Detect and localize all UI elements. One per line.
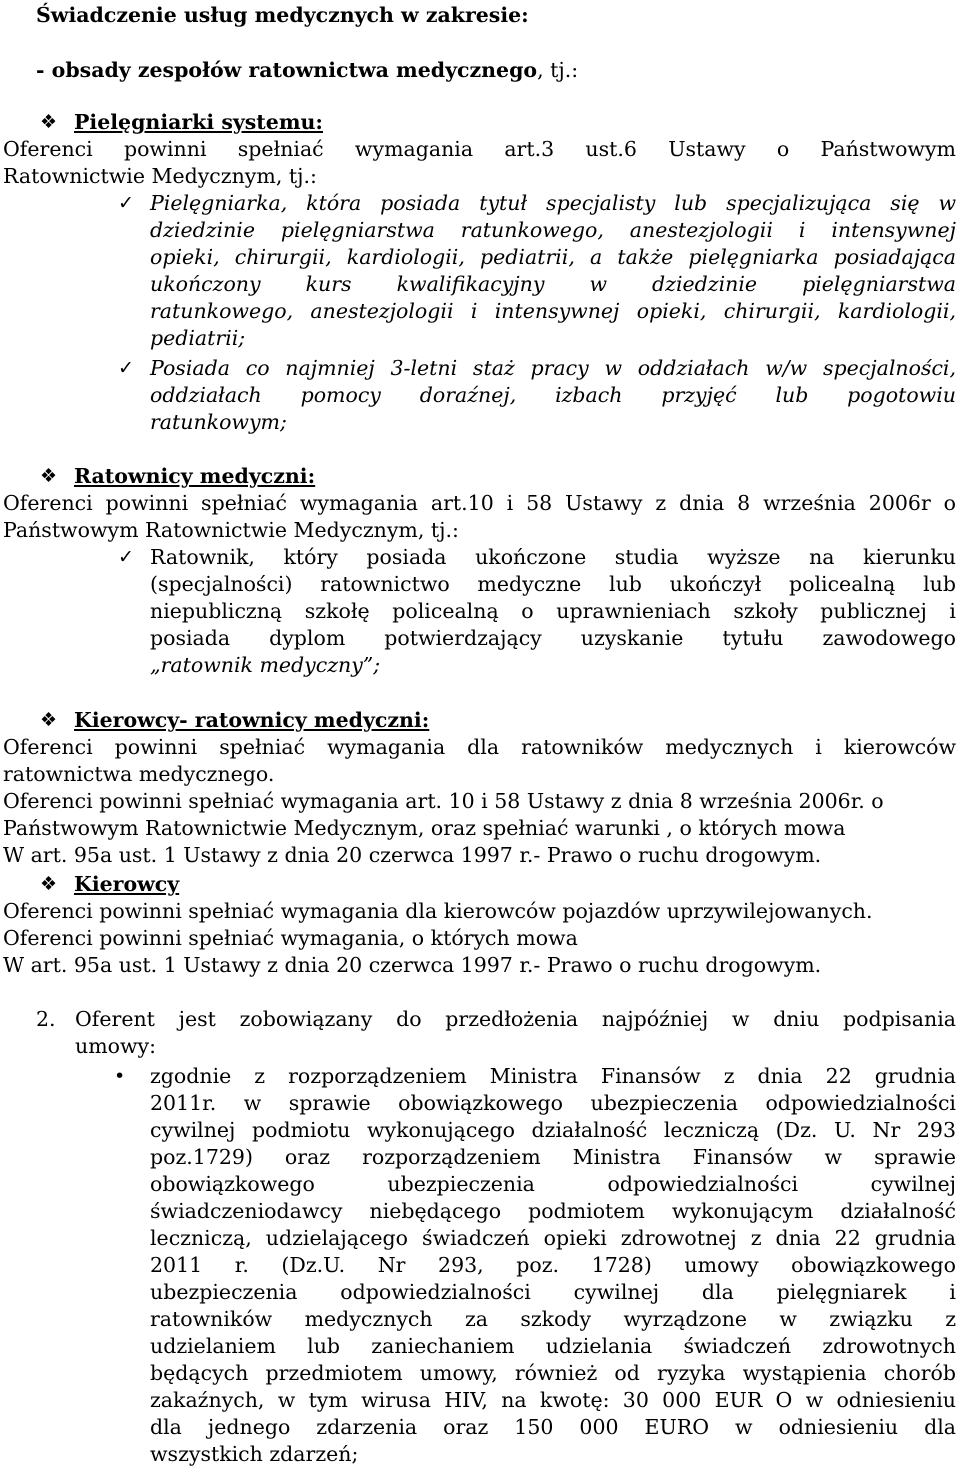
point2-lead-line: umowy:	[75, 1034, 157, 1058]
diamond-bullet-icon: ❖	[40, 709, 58, 731]
driver-paramedics-line: Państwowym Ratownictwie Medycznym, oraz spełniać warunki , o których mowa	[3, 816, 846, 840]
check-icon: ✓	[118, 192, 134, 214]
paramedics-section-title: ❖ Ratownicy medyczni:	[40, 464, 316, 488]
heading-subtitle: - obsady zespołów ratownictwa medycznego, tj.:	[36, 58, 579, 82]
nurses-lead-line: Oferenci powinni spełniać wymagania art.3 ust.6 Ustawy o Państwowym	[3, 137, 956, 161]
nurses-section-title: ❖ Pielęgniarki systemu:	[40, 110, 323, 134]
paramedics-item-line: (specjalności) ratownictwo medyczne lub ukończył policealną lub	[150, 572, 956, 596]
nurses-item-line: ukończony kurs kwalifikacyjny w dziedzinie pielęgniarstwa	[150, 272, 956, 296]
nurses-item-line: ratunkowym;	[150, 410, 287, 434]
diamond-bullet-icon: ❖	[40, 111, 58, 133]
heading-title: Świadczenie usług medycznych w zakresie:	[36, 3, 529, 27]
driver-paramedics-section-title: ❖ Kierowcy- ratownicy medyczni:	[40, 708, 430, 732]
paramedics-lead-line: Państwowym Ratownictwie Medycznym, tj.:	[3, 518, 459, 542]
point2-bullet-line: 2011 r. (Dz.U. Nr 293, poz. 1728) umowy obowiązkowego	[150, 1253, 956, 1277]
driver-paramedics-line: ratownictwa medycznego.	[3, 762, 275, 786]
point2-bullet-line: poz.1729) oraz rozporządzeniem Ministra Finansów w sprawie	[150, 1145, 956, 1169]
point2-bullet-line: udzielaniem lub zaniechaniem udzielania świadczeń zdrowotnych	[150, 1334, 956, 1358]
nurses-item-line: dziedzinie pielęgniarstwa ratunkowego, anestezjologii i intensywnej	[150, 218, 956, 242]
point2-lead-line: 2. Oferent jest zobowiązany do przedłożenia najpóźniej w dniu podpisania	[36, 1007, 956, 1031]
point2-bullet-line: świadczeniodawcy niebędącego podmiotem wykonującym działalność	[150, 1199, 956, 1223]
diamond-bullet-icon: ❖	[40, 465, 58, 487]
check-icon: ✓	[118, 357, 134, 379]
drivers-line: W art. 95a ust. 1 Ustawy z dnia 20 czerwca 1997 r.- Prawo o ruchu drogowym.	[3, 953, 822, 977]
point2-bullet-line: ratowników medycznych za szkody wyrządzone w związku z	[150, 1307, 956, 1331]
nurses-item-line: ✓ Posiada co najmniej 3-letni staż pracy w oddziałach w/w specjalności,	[118, 356, 956, 380]
driver-paramedics-line: Oferenci powinni spełniać wymagania dla ratowników medycznych i kierowców	[3, 735, 956, 759]
nurses-item-line: ✓ Pielęgniarka, która posiada tytuł specjalisty lub specjalizująca się w	[118, 191, 956, 215]
nurses-item-line: oddziałach pomocy doraźnej, izbach przyjęć lub pogotowiu	[150, 383, 956, 407]
paramedics-item-line: „ratownik medyczny”;	[150, 653, 381, 677]
point2-bullet-line: 2011r. w sprawie obowiązkowego ubezpieczenia odpowiedzialności	[150, 1091, 956, 1115]
paramedics-item-line: niepubliczną szkołę policealną o uprawnieniach szkoły publicznej i	[150, 599, 956, 623]
driver-paramedics-line: Oferenci powinni spełniać wymagania art. 10 i 58 Ustawy z dnia 8 września 2006r. o	[3, 789, 884, 813]
nurses-lead-line: Ratownictwie Medycznym, tj.:	[3, 164, 317, 188]
diamond-bullet-icon: ❖	[40, 873, 58, 895]
paramedics-lead-line: Oferenci powinni spełniać wymagania art.10 i 58 Ustawy z dnia 8 września 2006r o	[3, 491, 956, 515]
nurses-item-line: opieki, chirurgii, kardiologii, pediatrii, a także pielęgniarka posiadająca	[150, 245, 956, 269]
drivers-line: Oferenci powinni spełniać wymagania, o których mowa	[3, 926, 578, 950]
paramedics-item-line: posiada dyplom potwierdzający uzyskanie tytułu zawodowego	[150, 626, 956, 650]
driver-paramedics-line: W art. 95a ust. 1 Ustawy z dnia 20 czerwca 1997 r.- Prawo o ruchu drogowym.	[3, 843, 822, 867]
bullet-icon: •	[114, 1065, 126, 1087]
nurses-item-line: ratunkowego, anestezjologii i intensywnej opieki, chirurgii, kardiologii,	[150, 299, 956, 323]
drivers-section-title: ❖ Kierowcy	[40, 872, 180, 896]
point2-bullet-line: ubezpieczenia odpowiedzialności cywilnej dla pielęgniarek i	[150, 1280, 956, 1304]
point2-bullet-line: • zgodnie z rozporządzeniem Ministra Finansów z dnia 22 grudnia	[114, 1064, 956, 1088]
check-icon: ✓	[118, 546, 134, 568]
point2-bullet-line: cywilnej podmiotu wykonującego działalność leczniczą (Dz. U. Nr 293	[150, 1118, 956, 1142]
point2-bullet-line: dla jednego zdarzenia oraz 150 000 EURO w odniesieniu dla	[150, 1415, 956, 1439]
point2-number: 2.	[36, 1007, 56, 1031]
paramedics-item-line: ✓ Ratownik, który posiada ukończone studia wyższe na kierunku	[118, 545, 956, 569]
point2-bullet-line: wszystkich zdarzeń;	[150, 1442, 359, 1466]
point2-bullet-line: zakaźnych, w tym wirusa HIV, na kwotę: 30 000 EUR O w odniesieniu	[150, 1388, 956, 1412]
nurses-item-line: pediatrii;	[150, 326, 246, 350]
point2-bullet-line: obowiązkowego ubezpieczenia odpowiedzialności cywilnej	[150, 1172, 956, 1196]
drivers-line: Oferenci powinni spełniać wymagania dla kierowców pojazdów uprzywilejowanych.	[3, 899, 873, 923]
point2-bullet-line: będących przedmiotem umowy, również od ryzyka wystąpienia chorób	[150, 1361, 956, 1385]
point2-bullet-line: leczniczą, udzielającego świadczeń opieki zdrowotnej z dnia 22 grudnia	[150, 1226, 956, 1250]
